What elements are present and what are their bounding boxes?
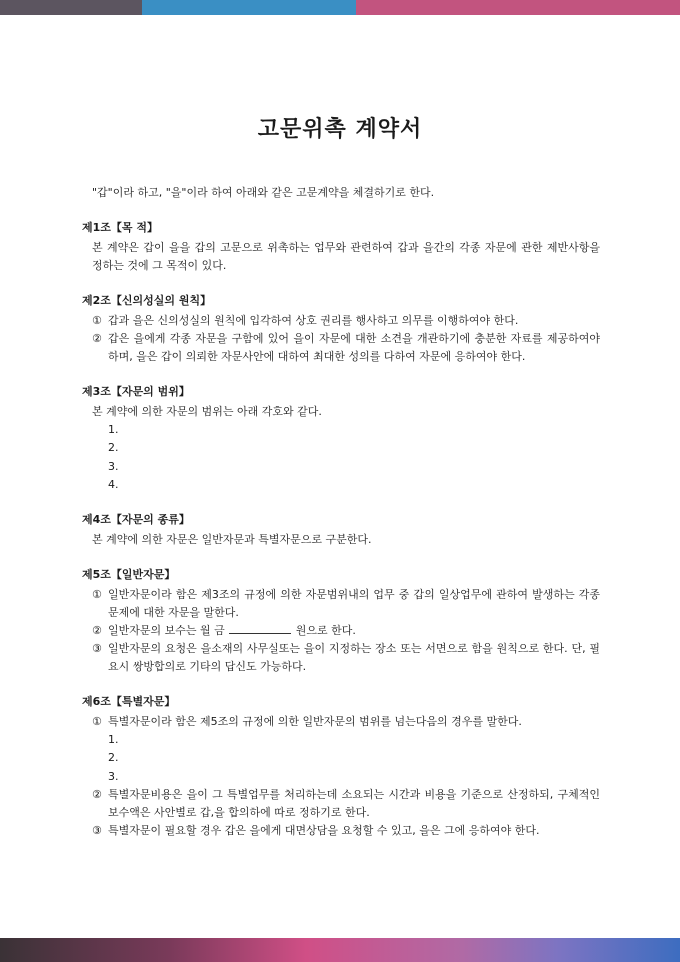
top-bar-segment-pink — [356, 0, 680, 15]
article-text: 본 계약에 의한 자문의 범위는 아래 각호와 같다. — [92, 405, 322, 418]
clause — [92, 713, 600, 731]
top-bar-segment-blue — [142, 0, 356, 15]
clause — [92, 622, 600, 640]
article-heading: 제6조【특별자문】 — [82, 695, 176, 709]
article-text: 본 계약에 의한 자문은 일반자문과 특별자문으로 구분한다. — [92, 533, 372, 547]
intro-text: "갑"이라 하고, "을"이라 하여 아래와 같은 고문계약을 체결하기로 한다. — [92, 186, 435, 199]
clause-text: 특별자문이 필요할 경우 갑은 을에게 대면상담을 요청할 수 있고, 을은 그에 응하여야 한다. — [108, 824, 540, 838]
top-decorative-bar — [0, 0, 680, 15]
clause-text: 일반자문이라 함은 제3조의 규정에 의한 자문범위내의 업무 중 갑의 일상업무에 관하여 발생하는 각종 문제에 대한 자문을 말한다. — [108, 588, 600, 620]
list-item: 3. — [108, 459, 119, 473]
article-1 — [82, 219, 600, 275]
document-title: 고문위촉 계약서 — [257, 117, 423, 142]
article-heading: 제5조【일반자문】 — [82, 568, 176, 582]
clause-number: ② — [92, 332, 102, 345]
article-2 — [82, 292, 600, 366]
article-heading: 제3조【자문의 범위】 — [82, 385, 190, 398]
item-list — [82, 421, 600, 494]
clause-number: ② — [92, 624, 102, 638]
clause-text: 갑과 을은 신의성실의 원칙에 입각하여 상호 권리를 행사하고 의무를 이행하여야 한다. — [108, 314, 519, 327]
article-heading: 제1조【목 적】 — [82, 221, 158, 234]
item-list — [82, 731, 600, 786]
clause-list — [82, 312, 600, 366]
list-item: 4. — [108, 477, 119, 491]
clause-number: ① — [92, 588, 102, 602]
top-bar-segment-dark — [0, 0, 142, 15]
clause-number: ① — [92, 314, 102, 327]
clause-list — [82, 713, 600, 731]
clause-number: ③ — [92, 824, 102, 838]
list-item: 1. — [108, 733, 119, 747]
clause-number: ③ — [92, 642, 102, 656]
article-4 — [82, 511, 600, 549]
document-body — [82, 184, 600, 840]
fee-amount-blank[interactable] — [229, 622, 291, 634]
article-text: 본 계약은 갑이 을을 갑의 고문으로 위촉하는 업무와 관련하여 갑과 을간의 각종 자문에 관한 제반사항을 정하는 것에 그 목적이 있다. — [92, 241, 600, 272]
bottom-decorative-bar — [0, 938, 680, 962]
clause-text: 갑은 을에게 각종 자문을 구함에 있어 을이 자문에 대한 소견을 개관하기에 충분한 자료를 제공하여야 하며, 을은 갑이 의뢰한 자문사안에 대하여 최대한 성의를 다하여 자문에 응하여야 한다. — [108, 332, 600, 363]
clause — [92, 330, 600, 366]
list-item: 3. — [108, 769, 119, 783]
clause-text: 특별자문이라 함은 제5조의 규정에 의한 일반자문의 범위를 넘는다음의 경우를 말한다. — [108, 715, 522, 729]
clause — [92, 312, 600, 330]
article-heading: 제4조【자문의 종류】 — [82, 513, 190, 527]
list-item: 1. — [108, 423, 119, 436]
article-5 — [82, 566, 600, 676]
clause-list — [82, 586, 600, 676]
clause-text: 일반자문의 요청은 을소재의 사무실또는 을이 지정하는 장소 또는 서면으로 함을 원칙으로 한다. 단, 필요시 쌍방합의로 기타의 답신도 가능하다. — [108, 642, 600, 674]
clause-text-before-blank: 일반자문의 보수는 월 금 — [108, 624, 225, 638]
article-3 — [82, 383, 600, 494]
clause — [92, 586, 600, 622]
clause-text: 특별자문비용은 을이 그 특별업무를 처리하는데 소요되는 시간과 비용을 기준으로 산정하되, 구체적인 보수액은 사안별로 갑,을 합의하에 따로 정하기로 한다. — [108, 788, 600, 820]
clause-number: ① — [92, 715, 102, 729]
list-item: 2. — [108, 441, 119, 455]
clause-list — [82, 786, 600, 840]
clause — [92, 786, 600, 822]
clause — [92, 640, 600, 676]
article-6 — [82, 693, 600, 840]
list-item: 2. — [108, 751, 119, 765]
article-heading: 제2조【신의성실의 원칙】 — [82, 294, 212, 307]
clause-text-after-blank: 원으로 한다. — [295, 624, 356, 638]
clause — [92, 822, 600, 840]
clause-number: ② — [92, 788, 102, 802]
